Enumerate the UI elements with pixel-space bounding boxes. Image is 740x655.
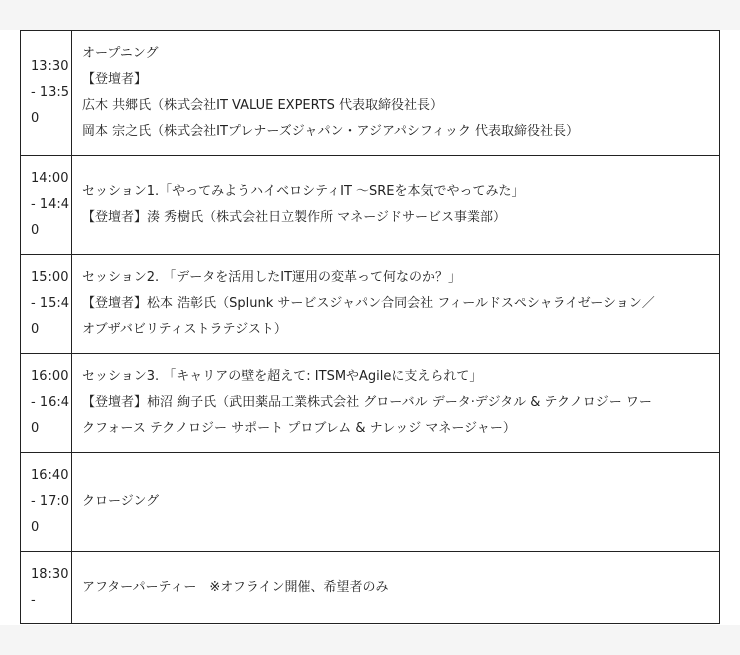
content-cell [72,552,720,624]
table-row [21,552,720,624]
content-cell [72,255,720,354]
session-title: セッション3. 「キャリアの壁を超えて: ITSMやAgileに支えられて」 [82,369,483,384]
time-end-suffix: 0 [31,322,40,337]
session-title: セッション2. 「データを活用したIT運用の変革って何なのか？」 [82,270,462,285]
time-end: - 17:0 [31,494,70,509]
content-cell [72,31,720,156]
table-row [21,31,720,156]
speaker: 広木 共郷氏（株式会社IT VALUE EXPERTS 代表取締役社長） [82,98,444,113]
time-cell [21,453,72,552]
time-cell [21,354,72,453]
table-row [21,354,720,453]
speaker: 岡本 宗之氏（株式会社ITプレナーズジャパン・アジアパシフィック 代表取締役社長） [82,124,580,139]
speaker-continued: オブザバビリティストラテジスト） [82,322,287,337]
speaker: 【登壇者】松本 浩彰氏（Splunk サービスジャパン合同会社 フィールドスペシャライゼーション／ [82,296,655,311]
time-end: - 15:4 [31,296,70,311]
time-end-suffix: 0 [31,111,40,126]
time-end-suffix: 0 [31,520,40,535]
session-title: オープニング [82,46,159,61]
time-start: 14:00 [31,171,69,186]
table-row [21,156,720,255]
time-cell [21,255,72,354]
time-cell [21,552,72,624]
time-start: 16:40 [31,468,69,483]
time-start: 18:30 [31,566,69,582]
time-start: 16:00 [31,369,69,384]
time-start: 15:00 [31,270,69,285]
session-title: クロージング [82,494,160,509]
content-cell [72,156,720,255]
speaker: 【登壇者】湊 秀樹氏（株式会社日立製作所 マネージドサービス事業部） [82,210,507,225]
time-end: - 16:4 [31,395,70,410]
content-cell [72,453,720,552]
time-end-suffix: 0 [31,421,40,436]
speaker-label: 【登壇者】 [82,72,148,87]
time-end: - [31,592,36,608]
speaker-continued: クフォース テクノロジー サポート プロブレム & ナレッジ マネージャー） [82,421,516,436]
table-row [21,255,720,354]
schedule-table [20,30,720,624]
session-title: セッション1.「やってみようハイベロシティIT 〜SREを本気でやってみた」 [82,184,525,199]
time-end: - 13:5 [31,85,70,100]
time-cell [21,31,72,156]
session-title: アフターパーティー ※オフライン開催、希望者のみ [82,579,389,595]
speaker: 【登壇者】柿沼 絢子氏（武田薬品工業株式会社 グローバル データ·デジタル & テクノロジー ワー [82,395,652,410]
content-cell [72,354,720,453]
time-end-suffix: 0 [31,223,40,238]
top-band [0,0,740,30]
time-start: 13:30 [31,59,69,74]
time-end: - 14:4 [31,197,70,212]
time-cell [21,156,72,255]
bottom-band [0,625,740,655]
table-row [21,453,720,552]
